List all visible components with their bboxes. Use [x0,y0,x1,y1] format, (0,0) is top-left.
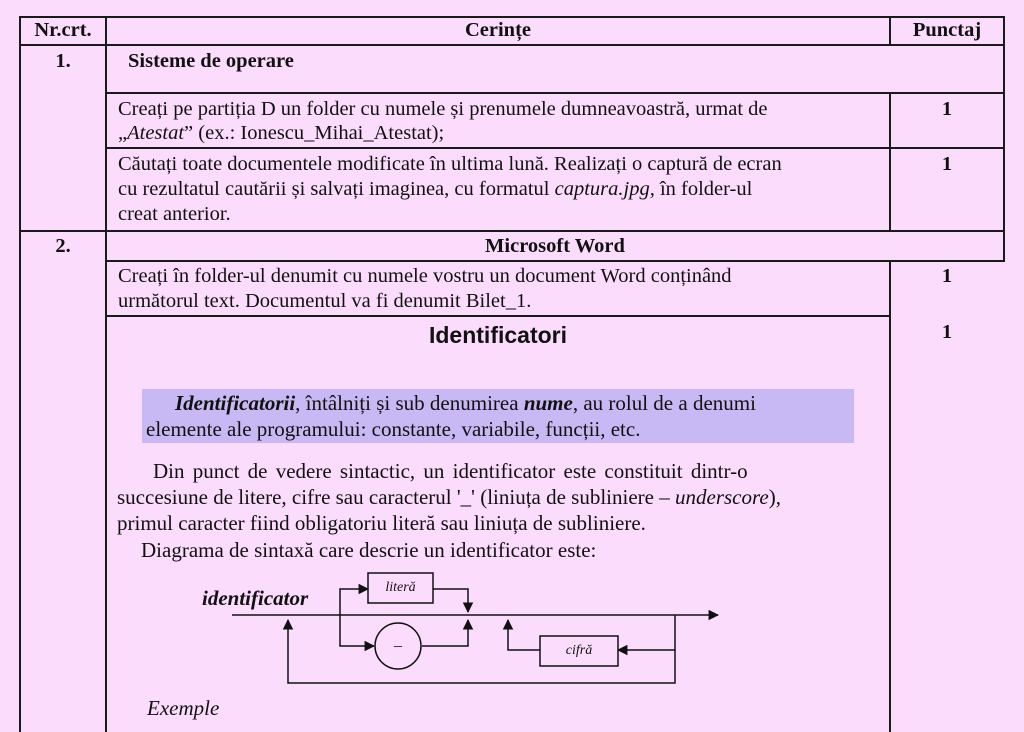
branch-underscore-out [422,620,468,646]
task-2-line-2: cu rezultatul cautării și salvați imaginea, cu formatul captura.jpg, în folder-ul [118,178,753,200]
header-nr: Nr.crt. [34,19,92,41]
diagram-letter-label: literă [385,580,416,595]
loop-digit-out [508,620,540,650]
doc-title: Identificatori [428,322,567,348]
task-2-line-1: Căutați toate documentele modificate în ultima lună. Realizați o captură de ecran [118,153,782,175]
header-requirements: Cerințe [464,19,532,41]
task-4-score: 1 [941,321,953,343]
diagram-underscore-label: _ [394,632,402,649]
header-score: Punctaj [912,19,982,41]
doc-examples: Exemple [147,696,220,720]
task-3-line-1: Creați în folder-ul denumit cu numele vostru un document Word conținând [118,265,732,287]
section-1-nr: 1. [55,50,71,72]
section-1-title: Sisteme de operare [128,50,294,72]
doc-para-3: Diagrama de sintaxă care descrie un identificator este: [141,538,597,562]
task-1-line-2: „Atestat” (ex.: Ionescu_Mihai_Atestat); [118,122,445,144]
doc-para-1-line-2: elemente ale programului: constante, variabile, funcții, etc. [146,417,641,441]
doc-para-1-line-1: Identificatorii, întâlniți și sub denumirea nume, au rolul de a denumi [175,391,756,415]
task-3-line-2: următorul text. Documentul va fi denumit Bilet_1. [118,290,532,312]
doc-para-2-line-2: succesiune de litere, cifre sau caracterul '_' (liniuța de subliniere – underscore), [117,485,781,509]
task-1-score: 1 [941,98,953,120]
branch-underscore-in [340,615,374,646]
task-2-line-3: creat anterior. [118,203,231,225]
task-3-score: 1 [941,265,953,287]
task-1-line-1: Creați pe partiția D un folder cu numele și prenumele dumneavoastră, urmat de [118,98,768,120]
diagram-digit-label: cifră [565,643,593,658]
branch-letter-in [340,589,368,615]
doc-para-2-line-1: Din punct de vedere sintactic, un identificator este constituit dintr-o [153,459,748,483]
branch-letter-out [433,589,468,612]
loop-digit-in [618,615,675,650]
task-2-score: 1 [941,153,953,175]
doc-para-2-line-3: primul caracter fiind obligatoriu literă sau liniuța de subliniere. [117,511,646,535]
section-2-nr: 2. [55,235,71,257]
section-2-title: Microsoft Word [485,235,625,257]
diagram-label: identificator [202,586,309,610]
